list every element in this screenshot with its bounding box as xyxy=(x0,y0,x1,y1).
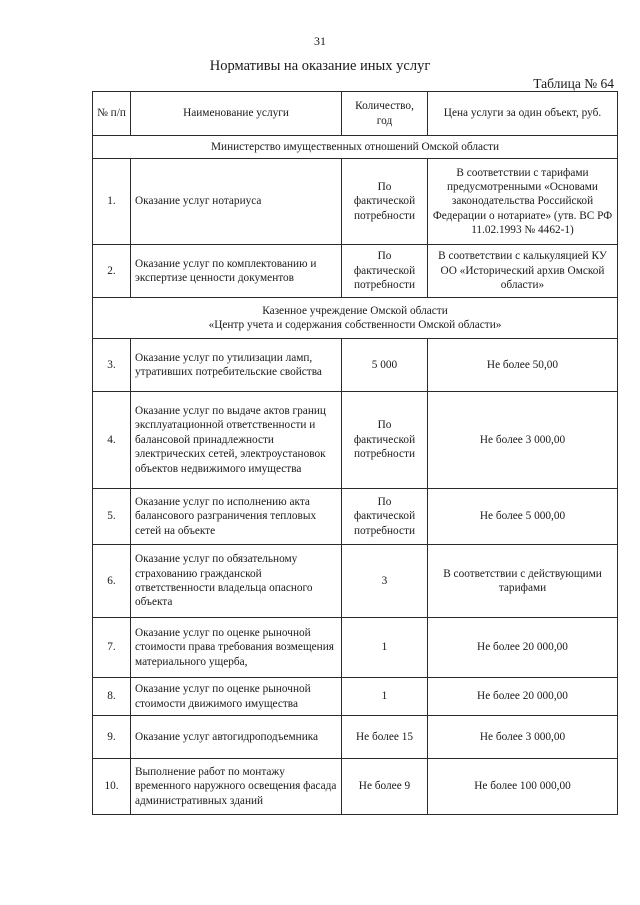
row-number: 7. xyxy=(93,618,131,678)
row-number: 5. xyxy=(93,489,131,545)
service-quantity: 1 xyxy=(342,618,428,678)
service-price: Не более 5 000,00 xyxy=(428,489,618,545)
service-name: Оказание услуг по обязательному страхованию гражданской ответственности владельца опасного объекта xyxy=(131,545,342,618)
section-row xyxy=(93,298,618,339)
service-price: В соответствии с калькуляцией КУ ОО «Исторический архив Омской области» xyxy=(428,245,618,298)
service-name: Оказание услуг по комплектованию и экспертизе ценности документов xyxy=(131,245,342,298)
norms-table xyxy=(92,91,618,815)
service-price: В соответствии с действующими тарифами xyxy=(428,545,618,618)
service-price: Не более 20 000,00 xyxy=(428,618,618,678)
row-number: 3. xyxy=(93,339,131,392)
section-title: Министерство имущественных отношений Омской области xyxy=(93,136,618,159)
row-number: 6. xyxy=(93,545,131,618)
service-name: Оказание услуг нотариуса xyxy=(131,159,342,245)
section-title-line: «Центр учета и содержания собственности Омской области» xyxy=(208,319,502,331)
row-number: 9. xyxy=(93,716,131,759)
service-price: В соответствии с тарифами предусмотренными «Основами законодательства Российской Федерации о нотариате» (утв. ВС РФ 11.02.1993 № 4462-1) xyxy=(428,159,618,245)
service-quantity: 5 000 xyxy=(342,339,428,392)
table-row xyxy=(93,245,618,298)
table-row xyxy=(93,678,618,716)
service-name: Выполнение работ по монтажу временного наружного освещения фасада административных зданий xyxy=(131,759,342,815)
table-row xyxy=(93,545,618,618)
table-label: Таблица № 64 xyxy=(533,76,614,91)
table-row xyxy=(93,618,618,678)
service-quantity: Не более 15 xyxy=(342,716,428,759)
service-name: Оказание услуг по исполнению акта балансового разграничения тепловых сетей на объекте xyxy=(131,489,342,545)
table-row xyxy=(93,759,618,815)
table-row xyxy=(93,489,618,545)
service-price: Не более 3 000,00 xyxy=(428,392,618,489)
service-price: Не более 50,00 xyxy=(428,339,618,392)
table-row xyxy=(93,716,618,759)
section-title-line: Казенное учреждение Омской области xyxy=(262,304,448,317)
service-price: Не более 3 000,00 xyxy=(428,716,618,759)
service-price: Не более 100 000,00 xyxy=(428,759,618,815)
service-quantity: По фактической потребности xyxy=(342,245,428,298)
row-number: 1. xyxy=(93,159,131,245)
row-number: 8. xyxy=(93,678,131,716)
row-number: 4. xyxy=(93,392,131,489)
column-header-name: Наименование услуги xyxy=(131,92,342,136)
table-row xyxy=(93,339,618,392)
service-name: Оказание услуг по выдаче актов границ эксплуатационной ответственности и балансовой принадлежности электрических сетей, электроустановок объектов недвижимого имущества xyxy=(131,392,342,489)
service-name: Оказание услуг по оценке рыночной стоимости движимого имущества xyxy=(131,678,342,716)
service-price: Не более 20 000,00 xyxy=(428,678,618,716)
table-row xyxy=(93,159,618,245)
service-name: Оказание услуг автогидроподъемника xyxy=(131,716,342,759)
service-name: Оказание услуг по оценке рыночной стоимости права требования возмещения материального ущерба, xyxy=(131,618,342,678)
service-quantity: Не более 9 xyxy=(342,759,428,815)
row-number: 10. xyxy=(93,759,131,815)
service-name: Оказание услуг по утилизации ламп, утративших потребительские свойства xyxy=(131,339,342,392)
service-quantity: По фактической потребности xyxy=(342,159,428,245)
column-header-price: Цена услуги за один объект, руб. xyxy=(428,92,618,136)
service-quantity: 3 xyxy=(342,545,428,618)
section-row xyxy=(93,136,618,159)
row-number: 2. xyxy=(93,245,131,298)
column-header-num: № п/п xyxy=(93,92,131,136)
table-row xyxy=(93,392,618,489)
page-number: 31 xyxy=(314,34,326,48)
document-title: Нормативы на оказание иных услуг xyxy=(209,58,431,74)
service-quantity: 1 xyxy=(342,678,428,716)
service-quantity: По фактической потребности xyxy=(342,489,428,545)
service-quantity: По фактической потребности xyxy=(342,392,428,489)
table-header-row xyxy=(93,92,618,136)
column-header-qty: Количество, год xyxy=(342,92,428,136)
